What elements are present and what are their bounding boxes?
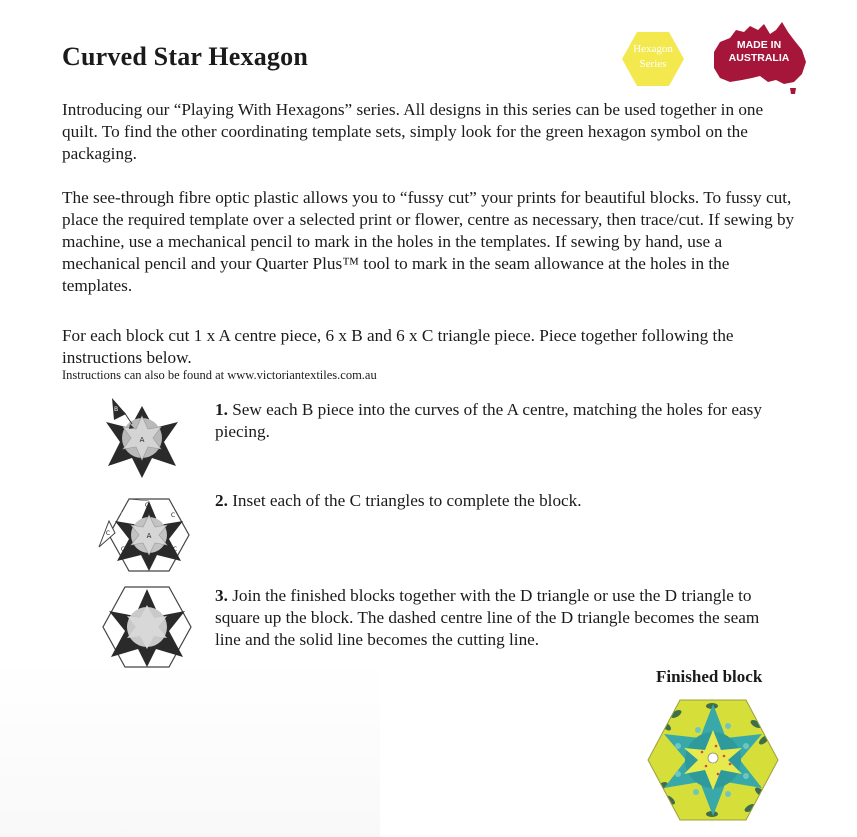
- hexagon-badge-text: [620, 42, 686, 72]
- fussy-cut-paragraph: The see-through fibre optic plastic allows you to “fussy cut” your prints for beautiful blocks. To fussy cut, place the required template over a selected print or flower, centre as necessary, then trace/cut. If sewing by machine, use a mechanical pencil to mark in the holes in the templates. If sewing by hand, use a mechanical pencil and your Quarter Plus™ tool to mark in the seam allowance at the holes in the templates.: [62, 188, 795, 295]
- website-note: Instructions can also be found at www.victoriantextiles.com.au: [62, 368, 377, 382]
- made-in-australia-badge: [706, 18, 812, 100]
- step-2: [215, 490, 775, 512]
- diagram2-label-c1: C: [105, 530, 111, 537]
- step-2-number: 2.: [215, 491, 228, 510]
- diagram2-label-b1: B: [120, 512, 126, 519]
- background-shade: [0, 660, 380, 837]
- step-2-text: Inset each of the C triangles to complete the block.: [232, 491, 582, 510]
- step-1: [215, 399, 775, 443]
- step-1-text: Sew each B piece into the curves of the A centre, matching the holes for easy piecing.: [215, 400, 762, 441]
- step3-diagram: [97, 583, 197, 671]
- diagram2-label-c3: C: [170, 512, 176, 519]
- hexagon-badge-line1: Hexagon: [633, 43, 673, 55]
- step-3-number: 3.: [215, 586, 228, 605]
- diagram1-label-b: B: [113, 406, 119, 413]
- made-in-australia-text: [714, 39, 804, 65]
- finished-block-image: [646, 696, 780, 824]
- hexagon-series-badge: [620, 30, 686, 88]
- made-in-line2: AUSTRALIA: [728, 52, 790, 64]
- page-title: Curved Star Hexagon: [62, 42, 308, 71]
- step1-diagram: [97, 392, 187, 482]
- hexagon-badge-line2: Series: [639, 58, 667, 70]
- step2-diagram: [97, 491, 197, 577]
- step-3-text: Join the finished blocks together with the D triangle or use the D triangle to square up the block. The dashed centre line of the D triangle becomes the seam line and the solid line becomes the cutting line.: [215, 586, 760, 649]
- diagram2-label-c4: C: [120, 546, 126, 553]
- cutting-paragraph: For each block cut 1 x A centre piece, 6 x B and 6 x C triangle piece. Piece together following the instructions below.: [62, 326, 734, 367]
- made-in-line1: MADE IN: [736, 39, 782, 51]
- diagram1-label-a: A: [139, 436, 145, 444]
- diagram2-label-c6: C: [172, 546, 178, 553]
- diagram2-label-c5: C: [146, 560, 152, 567]
- intro-paragraph: Introducing our “Playing With Hexagons” series. All designs in this series can be used together in one quilt. To find the other coordinating template sets, simply look for the green hexagon symbol on the packaging.: [62, 100, 764, 163]
- diagram2-label-c2: C: [144, 502, 150, 509]
- diagram2-label-a: A: [146, 532, 152, 540]
- step-1-number: 1.: [215, 400, 228, 419]
- finished-block-label: Finished block: [656, 667, 763, 686]
- step-3: [215, 585, 775, 651]
